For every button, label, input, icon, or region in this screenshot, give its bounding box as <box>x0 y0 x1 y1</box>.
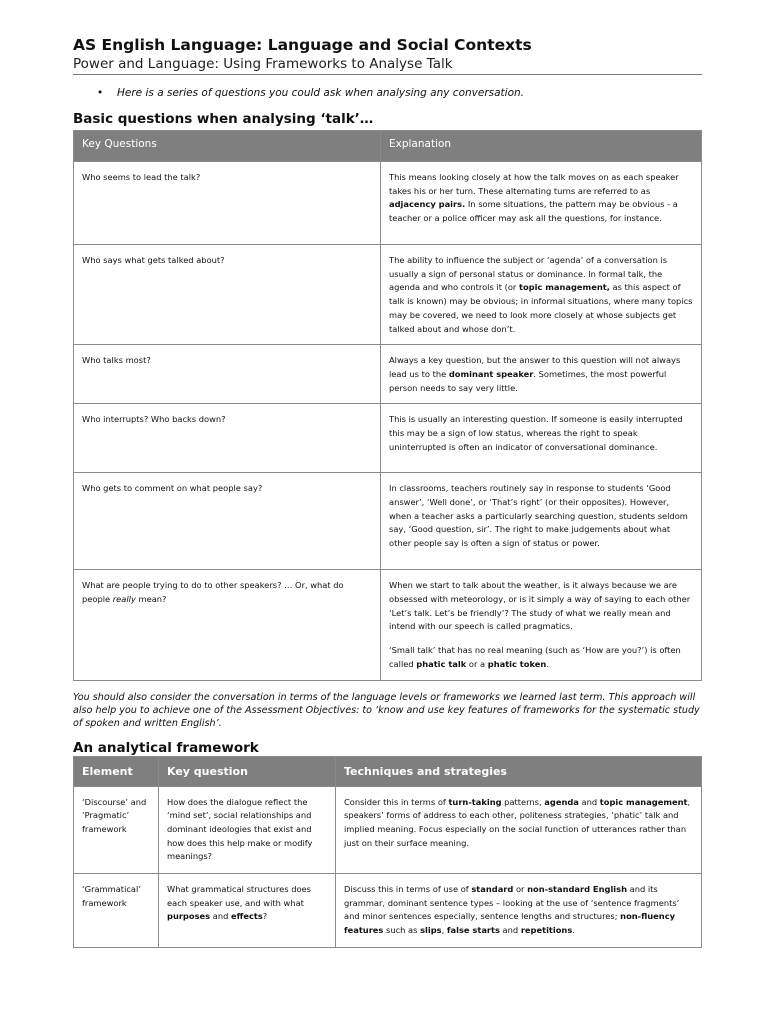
document-subtitle: Power and Language: Using Frameworks to Analyse Talk <box>73 55 702 75</box>
explanation-text: In some situations, the pattern may be obvious - a teacher or a police officer may ask all the questions, for instance. <box>389 199 678 224</box>
question-cell: Who gets to comment on what people say? <box>74 473 381 570</box>
techniques-text: Discuss this in terms of use of <box>344 884 472 895</box>
explanation-text: as this aspect of talk is known) may be obvious; in informal situations, where many topics may be covered, we need to look more closely at whose subjects get talked about and whose don’t. <box>389 282 693 334</box>
explanation-text: The ability to influence the subject or ‘agenda’ of a conversation is usually a sign of personal status or dominance. In formal talk, the agenda and who controls it (or <box>389 255 668 293</box>
explanation-cell <box>381 162 702 245</box>
table-header-row <box>74 131 702 162</box>
key-term: phatic talk <box>416 658 467 669</box>
table-row <box>74 786 702 874</box>
key-term: false starts <box>446 925 500 936</box>
explanation-text: This means looking closely at how the talk moves on as each speaker takes his or her turn. These alternating turns are referred to as <box>389 172 679 196</box>
emphasis-text: really <box>112 594 136 605</box>
key-term: effects <box>230 911 263 922</box>
techniques-text: and its grammar, dominant sentence types – looking at the use of ‘sentence fragments’ and minor sentences especially, sentence lengths and structures; <box>344 884 680 922</box>
key-term: agenda <box>544 796 579 807</box>
table-row <box>74 162 702 245</box>
question-cell <box>74 570 381 680</box>
question-cell: Who interrupts? Who backs down? <box>74 404 381 473</box>
question-cell: Who seems to lead the talk? <box>74 162 381 245</box>
table-header-row <box>74 756 702 786</box>
table-row <box>74 874 702 948</box>
key-term: dominant speaker <box>448 368 534 379</box>
table-row <box>74 473 702 570</box>
key-term: standard <box>471 884 514 895</box>
column-header-explanation: Explanation <box>381 131 702 162</box>
explanation-cell <box>381 345 702 404</box>
explanation-cell <box>381 570 702 680</box>
explanation-text: Always a key question, but the answer to this question will not always lead us to the <box>389 355 681 379</box>
key-term: topic management, <box>518 282 610 293</box>
element-cell: ‘Discourse’ and ‘Pragmatic’ framework <box>74 786 159 874</box>
techniques-cell <box>336 874 702 948</box>
question-text: What grammatical structures does each speaker use, and with what <box>167 884 311 908</box>
key-term: purposes <box>167 911 211 922</box>
question-cell: Who says what gets talked about? <box>74 245 381 345</box>
explanation-paragraph: When we start to talk about the weather, is it always because we are obsessed with meteorology, or is it simply a way of saying to each other ‘Let’s talk. Let’s be friendly’? The study of what we really mean and intend with our speech is called pragmatics. <box>389 580 691 632</box>
question-text: mean? <box>135 594 167 605</box>
question-text: and <box>210 911 231 922</box>
explanation-paragraph <box>389 644 693 671</box>
techniques-text: Consider this in terms of <box>344 796 449 807</box>
question-cell: Who talks most? <box>74 345 381 404</box>
key-term: turn-taking <box>448 796 502 807</box>
table-row <box>74 404 702 473</box>
explanation-text: or a <box>466 658 488 669</box>
key-term: topic management <box>599 796 688 807</box>
key-term: slips <box>420 925 442 936</box>
key-question-cell <box>159 874 336 948</box>
techniques-text: or <box>513 884 528 895</box>
analytical-framework-table <box>73 756 702 948</box>
column-header-element: Element <box>74 756 159 786</box>
question-text: What are people trying to do to other speakers? … Or, what do people <box>82 580 344 605</box>
techniques-text: and <box>578 796 600 807</box>
explanation-text: . Sometimes, the most powerful person needs to say very little. <box>389 368 667 393</box>
column-header-techniques: Techniques and strategies <box>336 756 702 786</box>
techniques-text: such as <box>383 925 421 936</box>
key-term: non-standard English <box>527 884 627 895</box>
techniques-text: , <box>441 925 447 936</box>
frameworks-paragraph: You should also consider the conversation in terms of the language levels or frameworks we learned last term. This approach will also help you to achieve one of the Assessment Objectives: to ‘know and use key features of frameworks for the systematic study of spoken and written English’. <box>73 691 700 729</box>
explanation-cell <box>381 245 702 345</box>
explanation-text: . <box>546 658 549 669</box>
table-row <box>74 570 702 680</box>
intro-bullet-text: Here is a series of questions you could ask when analysing any conversation. <box>117 87 524 99</box>
column-header-key-question: Key question <box>159 756 336 786</box>
document-title: AS English Language: Language and Social Contexts <box>73 36 532 54</box>
explanation-cell: In classrooms, teachers routinely say in response to students ‘Good answer’, ‘Well done’, or ‘That’s right’ (or their opposites). However, when a teacher asks a particularly searching question, students seldom say, ‘Good question, sir’. The right to make judgements about what other people say is often a sign of status or power. <box>381 473 702 570</box>
bullet-icon: • <box>97 87 104 99</box>
techniques-text: , speakers’ forms of address to each other, politeness strategies, ‘phatic’ talk and implied meaning. Focus especially on the social function of utterances rather than just on their surface meaning. <box>344 796 691 848</box>
key-term: non-fluency features <box>344 911 676 936</box>
table-row <box>74 345 702 404</box>
explanation-text: ‘Small talk’ that has no real meaning (such as ‘How are you?’) is often called <box>389 645 681 669</box>
section1-heading: Basic questions when analysing ‘talk’… <box>73 111 374 127</box>
basic-questions-table <box>73 130 702 681</box>
techniques-cell <box>336 786 702 874</box>
intro-bullet <box>97 87 702 99</box>
table-row <box>74 245 702 345</box>
explanation-cell: This is usually an interesting question. If someone is easily interrupted this may be a sign of low status, whereas the right to speak uninterrupted is often an indicator of conversational dominance. <box>381 404 702 473</box>
techniques-text: and <box>499 925 521 936</box>
column-header-key-questions: Key Questions <box>74 131 381 162</box>
techniques-text: patterns, <box>501 796 545 807</box>
document-page <box>73 36 702 948</box>
key-term: phatic token <box>487 658 547 669</box>
question-text: ? <box>262 911 268 922</box>
element-cell: ‘Grammatical’ framework <box>74 874 159 948</box>
key-question-cell: How does the dialogue reflect the ‘mind set’, social relationships and dominant ideologies that exist and how does this help make or modify meanings? <box>159 786 336 874</box>
section2-heading: An analytical framework <box>73 739 259 756</box>
key-term: adjacency pairs. <box>389 199 466 210</box>
key-term: repetitions <box>520 925 573 936</box>
techniques-text: . <box>572 925 575 936</box>
